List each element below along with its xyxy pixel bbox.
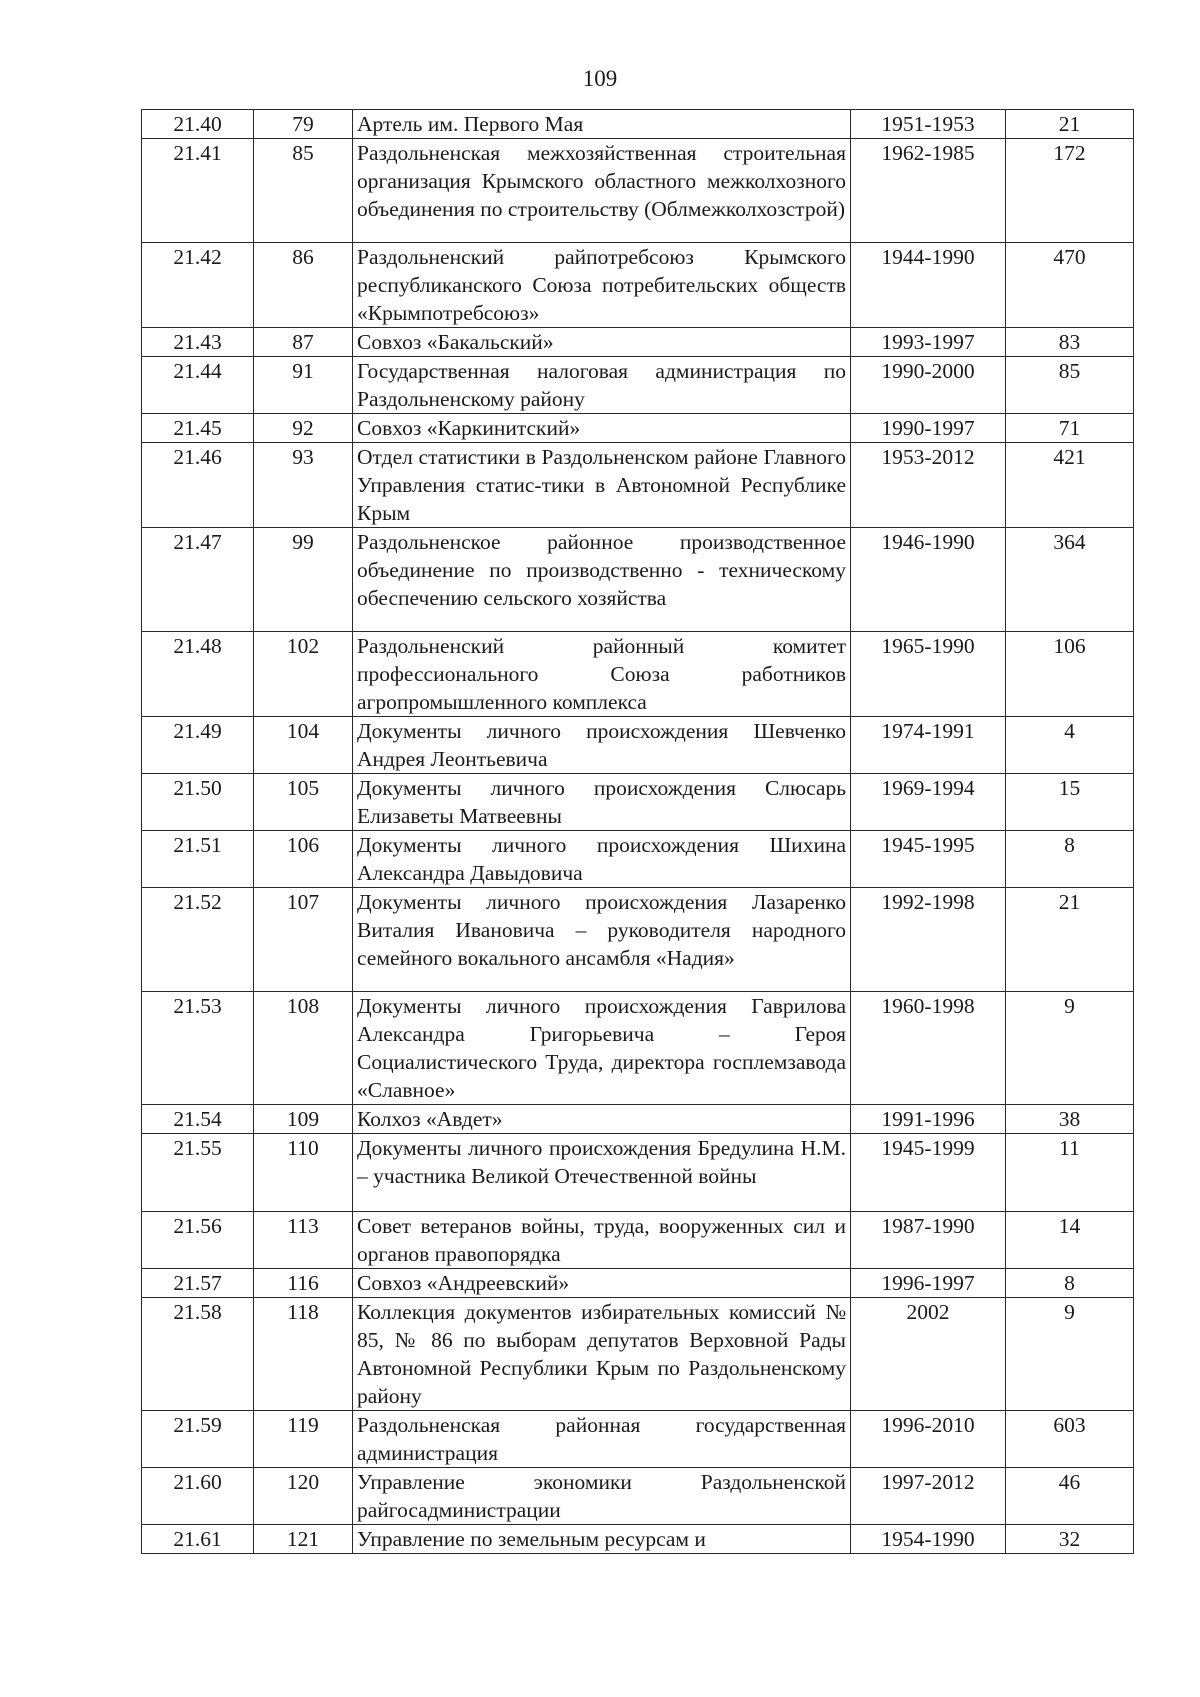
row-number-cell: 21.47 (142, 528, 254, 632)
table-row (142, 139, 1134, 243)
table-row (142, 632, 1134, 717)
row-number-cell: 21.61 (142, 1525, 254, 1554)
years-cell: 1990-1997 (851, 414, 1006, 443)
fund-number-cell: 116 (254, 1269, 353, 1298)
row-number-cell: 21.56 (142, 1212, 254, 1269)
fund-number-cell: 104 (254, 717, 353, 774)
fund-name-cell: Государственная налоговая администрация по Раздольненскому району (353, 357, 851, 414)
years-cell: 1951-1953 (851, 110, 1006, 139)
fund-number-cell: 119 (254, 1411, 353, 1468)
item-count-cell: 603 (1006, 1411, 1134, 1468)
table-row (142, 1269, 1134, 1298)
fund-name-cell: Раздольненское районное производственное объединение по производственно - техническому обеспечению сельского хозяйства (353, 528, 851, 632)
fund-number-cell: 118 (254, 1298, 353, 1411)
item-count-cell: 9 (1006, 1298, 1134, 1411)
row-number-cell: 21.49 (142, 717, 254, 774)
row-number-cell: 21.60 (142, 1468, 254, 1525)
years-cell: 1953-2012 (851, 443, 1006, 528)
page-number: 109 (582, 66, 618, 91)
fund-number-cell: 85 (254, 139, 353, 243)
item-count-cell: 38 (1006, 1105, 1134, 1134)
item-count-cell: 470 (1006, 243, 1134, 328)
fund-name-cell: Документы личного происхождения Шихина Александра Давыдовича (353, 831, 851, 888)
years-cell: 1960-1998 (851, 992, 1006, 1105)
fund-name-cell: Управление по земельным ресурсам и (353, 1525, 851, 1554)
item-count-cell: 21 (1006, 110, 1134, 139)
row-number-cell: 21.42 (142, 243, 254, 328)
row-number-cell: 21.53 (142, 992, 254, 1105)
item-count-cell: 4 (1006, 717, 1134, 774)
table-row (142, 831, 1134, 888)
fund-number-cell: 87 (254, 328, 353, 357)
fund-number-cell: 79 (254, 110, 353, 139)
years-cell: 1991-1996 (851, 1105, 1006, 1134)
fund-number-cell: 86 (254, 243, 353, 328)
row-number-cell: 21.46 (142, 443, 254, 528)
item-count-cell: 172 (1006, 139, 1134, 243)
years-cell: 1945-1995 (851, 831, 1006, 888)
row-number-cell: 21.54 (142, 1105, 254, 1134)
fund-name-cell: Совхоз «Андреевский» (353, 1269, 851, 1298)
fund-name-cell: Раздольненский райпотребсоюз Крымского республиканского Союза потребительских обществ «Крымпотребсоюз» (353, 243, 851, 328)
table-row (142, 1411, 1134, 1468)
fund-name-cell: Раздольненский районный комитет профессионального Союза работников агропромышленного комплекса (353, 632, 851, 717)
item-count-cell: 11 (1006, 1134, 1134, 1212)
years-cell: 1965-1990 (851, 632, 1006, 717)
item-count-cell: 21 (1006, 888, 1134, 992)
item-count-cell: 14 (1006, 1212, 1134, 1269)
years-cell: 1969-1994 (851, 774, 1006, 831)
row-number-cell: 21.44 (142, 357, 254, 414)
years-cell: 1993-1997 (851, 328, 1006, 357)
fund-name-cell: Документы личного происхождения Шевченко Андрея Леонтьевича (353, 717, 851, 774)
years-cell: 1974-1991 (851, 717, 1006, 774)
table-row (142, 110, 1134, 139)
row-number-cell: 21.52 (142, 888, 254, 992)
fund-number-cell: 120 (254, 1468, 353, 1525)
row-number-cell: 21.41 (142, 139, 254, 243)
fund-name-cell: Коллекция документов избирательных комиссий № 85, № 86 по выборам депутатов Верховной Рады Автономной Республики Крым по Раздольненскому району (353, 1298, 851, 1411)
table-row (142, 1134, 1134, 1212)
item-count-cell: 71 (1006, 414, 1134, 443)
fund-name-cell: Управление экономики Раздольненской райгосадминистрации (353, 1468, 851, 1525)
row-number-cell: 21.40 (142, 110, 254, 139)
table-row (142, 1468, 1134, 1525)
fund-name-cell: Отдел статистики в Раздольненском районе Главного Управления статис-тики в Автономной Республике Крым (353, 443, 851, 528)
fund-number-cell: 92 (254, 414, 353, 443)
years-cell: 1997-2012 (851, 1468, 1006, 1525)
years-cell: 1992-1998 (851, 888, 1006, 992)
item-count-cell: 8 (1006, 831, 1134, 888)
fund-name-cell: Документы личного происхождения Слюсарь Елизаветы Матвеевны (353, 774, 851, 831)
years-cell: 1945-1999 (851, 1134, 1006, 1212)
fund-number-cell: 109 (254, 1105, 353, 1134)
table-row (142, 528, 1134, 632)
fund-name-cell: Совхоз «Каркинитский» (353, 414, 851, 443)
fund-number-cell: 113 (254, 1212, 353, 1269)
item-count-cell: 8 (1006, 1269, 1134, 1298)
item-count-cell: 106 (1006, 632, 1134, 717)
years-cell: 1962-1985 (851, 139, 1006, 243)
years-cell: 1996-1997 (851, 1269, 1006, 1298)
row-number-cell: 21.48 (142, 632, 254, 717)
row-number-cell: 21.57 (142, 1269, 254, 1298)
years-cell: 1944-1990 (851, 243, 1006, 328)
row-number-cell: 21.51 (142, 831, 254, 888)
fund-name-cell: Документы личного происхождения Гаврилова Александра Григорьевича – Героя Социалистического Труда, директора госплемзавода «Славное» (353, 992, 851, 1105)
fund-number-cell: 121 (254, 1525, 353, 1554)
fund-name-cell: Колхоз «Авдет» (353, 1105, 851, 1134)
row-number-cell: 21.58 (142, 1298, 254, 1411)
item-count-cell: 9 (1006, 992, 1134, 1105)
fund-name-cell: Документы личного происхождения Лазаренко Виталия Ивановича – руководителя народного семейного вокального ансамбля «Надия» (353, 888, 851, 992)
row-number-cell: 21.59 (142, 1411, 254, 1468)
fund-number-cell: 93 (254, 443, 353, 528)
fund-number-cell: 102 (254, 632, 353, 717)
fund-number-cell: 107 (254, 888, 353, 992)
table-row (142, 443, 1134, 528)
row-number-cell: 21.43 (142, 328, 254, 357)
years-cell: 2002 (851, 1298, 1006, 1411)
row-number-cell: 21.50 (142, 774, 254, 831)
table-row (142, 1212, 1134, 1269)
fund-name-cell: Совет ветеранов войны, труда, вооруженных сил и органов правопорядка (353, 1212, 851, 1269)
item-count-cell: 32 (1006, 1525, 1134, 1554)
table-body (142, 110, 1134, 1554)
table-row (142, 888, 1134, 992)
table-row (142, 1105, 1134, 1134)
item-count-cell: 83 (1006, 328, 1134, 357)
table-row (142, 1525, 1134, 1554)
fund-name-cell: Совхоз «Бакальский» (353, 328, 851, 357)
fund-name-cell: Артель им. Первого Мая (353, 110, 851, 139)
row-number-cell: 21.55 (142, 1134, 254, 1212)
table-row (142, 717, 1134, 774)
fund-name-cell: Раздольненская межхозяйственная строительная организация Крымского областного межколхозного объединения по строительству (Облмежколхозстрой) (353, 139, 851, 243)
fund-number-cell: 106 (254, 831, 353, 888)
table-row (142, 328, 1134, 357)
fund-number-cell: 105 (254, 774, 353, 831)
item-count-cell: 46 (1006, 1468, 1134, 1525)
fund-number-cell: 91 (254, 357, 353, 414)
row-number-cell: 21.45 (142, 414, 254, 443)
years-cell: 1987-1990 (851, 1212, 1006, 1269)
years-cell: 1990-2000 (851, 357, 1006, 414)
item-count-cell: 364 (1006, 528, 1134, 632)
item-count-cell: 85 (1006, 357, 1134, 414)
years-cell: 1954-1990 (851, 1525, 1006, 1554)
item-count-cell: 421 (1006, 443, 1134, 528)
table-row (142, 774, 1134, 831)
years-cell: 1946-1990 (851, 528, 1006, 632)
archive-fund-table (141, 109, 1134, 1554)
table-row (142, 414, 1134, 443)
years-cell: 1996-2010 (851, 1411, 1006, 1468)
table-row (142, 992, 1134, 1105)
fund-name-cell: Раздольненская районная государственная администрация (353, 1411, 851, 1468)
table-row (142, 243, 1134, 328)
table-row (142, 1298, 1134, 1411)
fund-number-cell: 99 (254, 528, 353, 632)
fund-name-cell: Документы личного происхождения Бредулина Н.М. – участника Великой Отечественной войны (353, 1134, 851, 1212)
table-row (142, 357, 1134, 414)
fund-number-cell: 108 (254, 992, 353, 1105)
fund-number-cell: 110 (254, 1134, 353, 1212)
item-count-cell: 15 (1006, 774, 1134, 831)
